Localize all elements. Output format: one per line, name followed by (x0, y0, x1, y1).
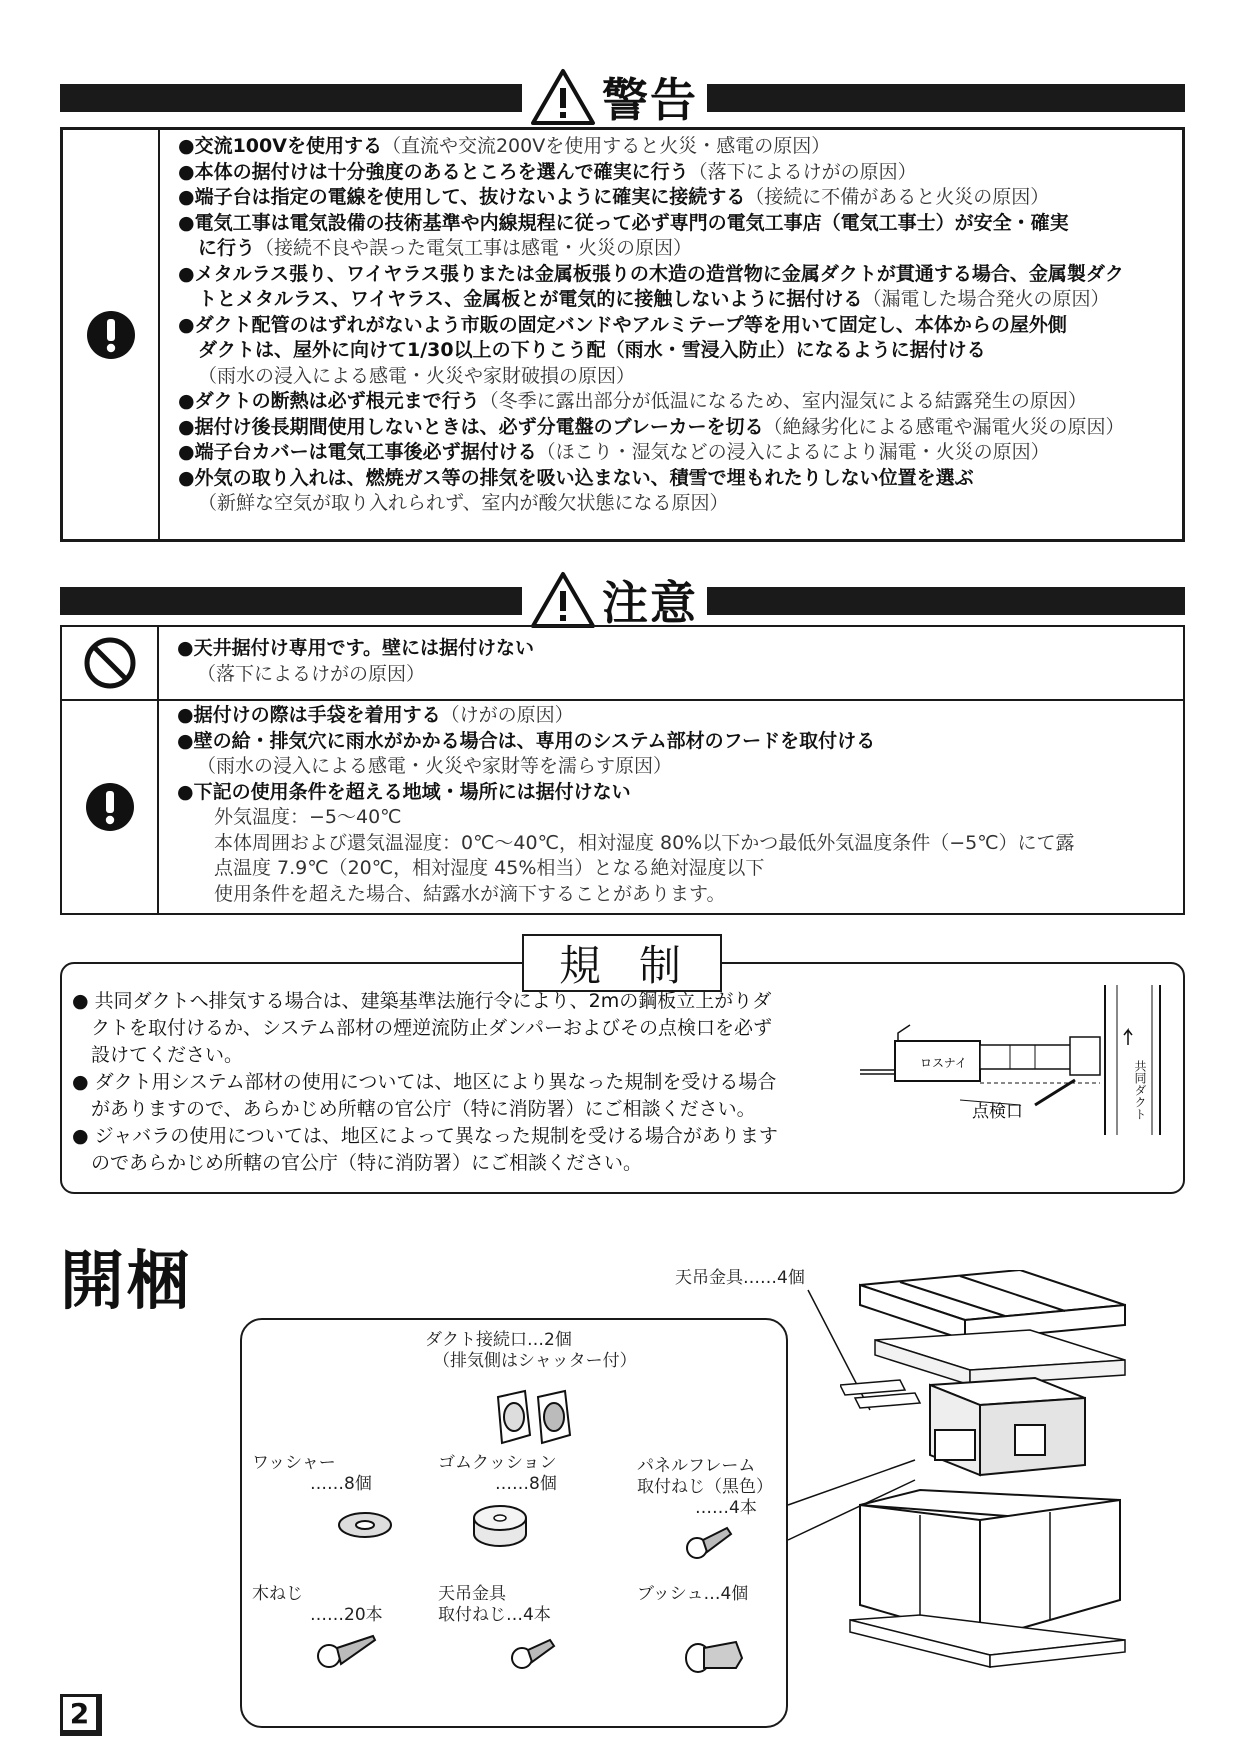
note-text: （接続に不備があると火災の原因） (745, 186, 1050, 208)
duct-label: 共同ダクト (1133, 1060, 1147, 1120)
note-text: （雨水の浸入による感電・火災や家財破損の原因） (198, 364, 636, 387)
washer-label-2: ……8個 (310, 1474, 372, 1494)
rubber-label-1: ゴムクッション (438, 1453, 557, 1473)
note-text: （雨水の浸入による感電・火災や家財等を濡らす原因） (197, 755, 673, 777)
note-text: （落下によるけがの原因） (197, 662, 426, 685)
duct-port-label-1: ダクト接続口…2個 (425, 1330, 572, 1350)
bold-text: ●壁の給・排気穴に雨水がかかる場合は、専用のシステム部材のフードを取付ける (177, 729, 876, 752)
note-text: （接続不良や誤った電気工事は感電・火災の原因） (255, 237, 693, 259)
bold-text: ●ダクト配管のはずれがないよう市販の固定バンドやアルミテープ等を用いて固定し、本体からの屋外側 (178, 313, 1067, 336)
inspection-label: 点検口 (972, 1102, 1023, 1121)
bold-text: ●本体の据付けは十分強度のあるところを選んで確実に行う (178, 160, 689, 183)
note-text: 外気温度：−5〜40℃ (214, 806, 402, 828)
note-text: （ほこり・湿気などの浸入によるにより漏電・火災の原因） (536, 441, 1050, 463)
bold-text: ●端子台は指定の電線を使用して、抜けないように確実に接続する (178, 186, 746, 208)
regulation-line: ● ジャバラの使用については、地区によって異なった規制を受ける場合があります (72, 1125, 778, 1147)
wood-screw-label-2: ……20本 (310, 1605, 383, 1625)
hanger-screw-label-1: 天吊金具 (438, 1584, 506, 1604)
note-text: （冬季に露出部分が低温になるため、室内湿気による結露発生の原因） (479, 390, 1087, 412)
unpacking-title: 開梱 (60, 1245, 192, 1319)
regulation-line: がありますので、あらかじめ所轄の官公庁（特に消防署）にご相談ください。 (72, 1098, 756, 1120)
bold-text: ●メタルラス張り、ワイヤラス張りまたは金属板張りの木造の造営物に金属ダクトが貫通する場合、金属製ダク (178, 262, 1124, 285)
page-number: 2 (60, 1694, 102, 1736)
note-text: 本体周囲および還気温湿度：0℃〜40℃，相対湿度 80%以下かつ最低外気温度条件（−5℃）にて露 (214, 831, 1075, 854)
bold-text: ●交流100Vを使用する (178, 135, 382, 157)
hanger-screw-label-2: 取付ねじ…4本 (438, 1605, 551, 1625)
regulation-line: のであらかじめ所轄の官公庁（特に消防署）にご相談ください。 (72, 1152, 643, 1174)
unit-label: ロスナイ (920, 1056, 967, 1070)
bush-label: ブッシュ…4個 (637, 1584, 749, 1604)
regulation-line: ● ダクト用システム部材の使用については、地区により異なった規制を受ける場合 (72, 1071, 777, 1093)
panel-screw-label-3: ……4本 (695, 1498, 757, 1518)
bold-text: ●下記の使用条件を超える地域・場所には据付けない (177, 780, 631, 803)
bold-text: ●端子台カバーは電気工事後必ず据付ける (178, 441, 537, 463)
panel-screw-label-1: パネルフレーム (637, 1456, 756, 1476)
note-text: （直流や交流200Vを使用すると火災・感電の原因） (381, 135, 831, 157)
panel-screw-label-2: 取付ねじ（黒色） (637, 1477, 773, 1497)
bold-text: ●天井据付け専用です。壁には据付けない (177, 637, 535, 659)
bold-text: ●外気の取り入れは、燃焼ガス等の排気を吸い込まない、積雪で埋もれたりしない位置を選ぶ (178, 466, 974, 489)
regulation-line: ● 共同ダクトへ排気する場合は、建築基準法施行令により、2mの鋼板立上がりダ (72, 990, 772, 1012)
bold-text: ●ダクトの断熱は必ず根元まで行う (178, 390, 480, 412)
regulation-line: 設けてください。 (72, 1044, 244, 1066)
note-text: （漏電した場合発火の原因） (862, 288, 1110, 310)
hanger-label: 天吊金具……4個 (675, 1268, 805, 1288)
regulation-title: 規制 (522, 934, 722, 992)
wood-screw-label-1: 木ねじ (252, 1584, 303, 1604)
note-text: （けがの原因） (440, 704, 574, 726)
rubber-label-2: ……8個 (495, 1474, 557, 1494)
bold-text: ●電気工事は電気設備の技術基準や内線規程に従って必ず専門の電気工事店（電気工事士）が安全・確実 (178, 211, 1069, 234)
note-text: 点温度 7.9℃（20℃，相対湿度 45%相当）となる絶対湿度以下 (214, 857, 765, 879)
regulation-line: クトを取付けるか、システム部材の煙逆流防止ダンパーおよびその点検口を必ず (72, 1017, 772, 1039)
caution-title: 注意 (602, 576, 698, 630)
note-text: （絶縁劣化による感電や漏電火災の原因） (763, 415, 1125, 438)
bold-text: ●据付けの際は手袋を着用する (177, 704, 441, 726)
note-text: 使用条件を超えた場合、結露水が滴下することがあります。 (214, 882, 726, 905)
washer-label-1: ワッシャー (252, 1453, 336, 1473)
bold-text: ダクトは、屋外に向けて1/30以上の下りこう配（雨水・雪浸入防止）になるように据付ける (198, 339, 986, 361)
product-package-illustration (840, 1270, 1140, 1690)
bold-text: ●据付け後長期間使用しないときは、必ず分電盤のブレーカーを切る (178, 415, 764, 438)
duct-port-label-2: （排気側はシャッター付） (433, 1351, 637, 1371)
note-text: （新鮮な空気が取り入れられず、室内が酸欠状態になる原因） (198, 492, 729, 514)
bold-text: に行う (198, 237, 256, 259)
warning-title: 警告 (602, 73, 698, 127)
note-text: （落下によるけがの原因） (688, 160, 917, 183)
bold-text: トとメタルラス、ワイヤラス、金属板とが電気的に接触しないように据付ける (198, 288, 863, 310)
